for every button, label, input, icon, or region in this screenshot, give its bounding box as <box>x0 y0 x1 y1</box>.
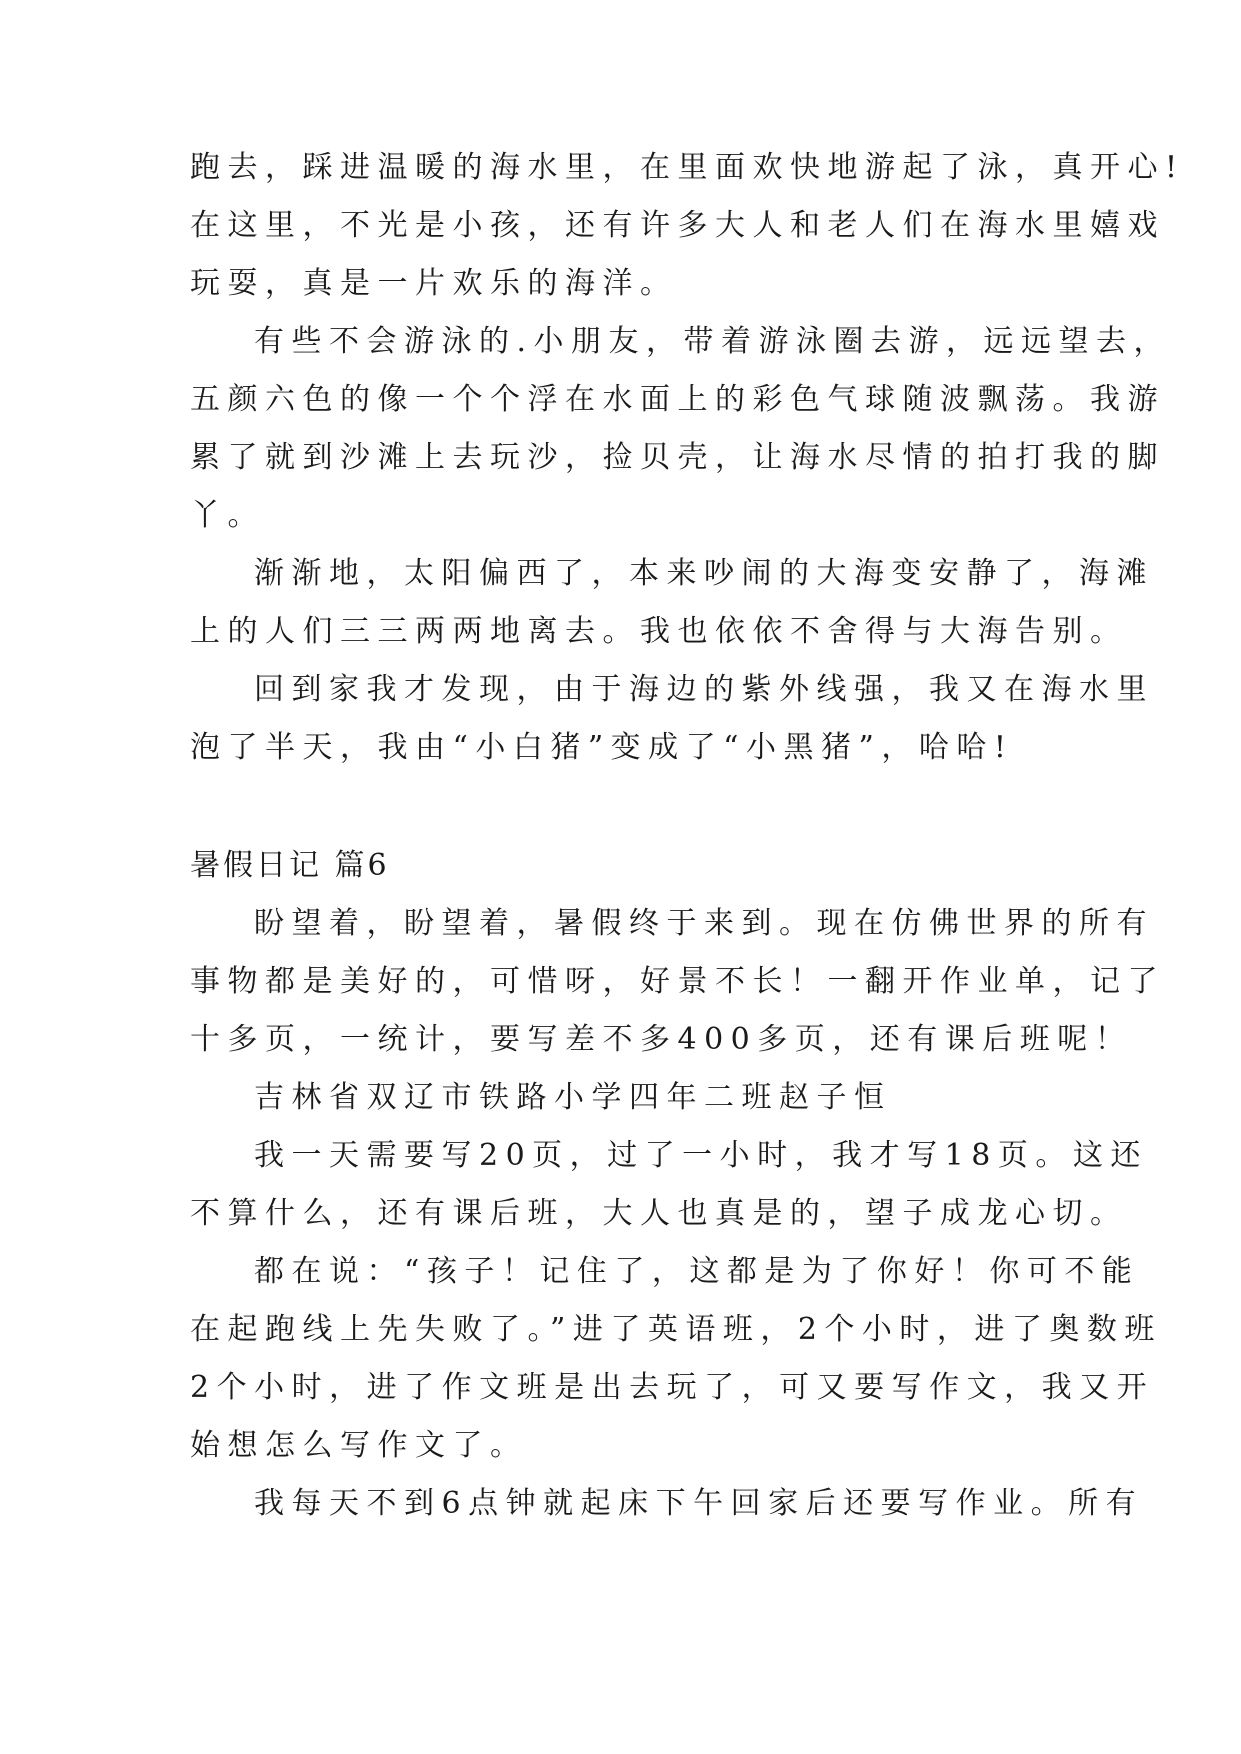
text-line: 上的人们三三两两地离去。我也依依不舍得与大海告别。 <box>190 614 1128 649</box>
text-line: 渐渐地，太阳偏西了，本来吵闹的大海变安静了，海滩 <box>254 556 1154 591</box>
text-line: 都在说：“孩子！记住了，这都是为了你好！你可不能 <box>254 1254 1140 1289</box>
text-line: 五颜六色的像一个个浮在水面上的彩色气球随波飘荡。我游 <box>190 382 1165 417</box>
text-line: 累了就到沙滩上去玩沙，捡贝壳，让海水尽情的拍打我的脚 <box>190 440 1165 475</box>
text-line: 泡了半天，我由“小白猪”变成了“小黑猪”，哈哈! <box>190 730 1014 765</box>
section-title: 暑假日记 篇6 <box>190 848 390 883</box>
text-line: 我一天需要写20页，过了一小时，我才写18页。这还 <box>254 1138 1148 1173</box>
text-line: 十多页，一统计，要写差不多400多页，还有课后班呢！ <box>190 1022 1133 1057</box>
text-line: 2个小时，进了作文班是出去玩了，可又要写作文，我又开 <box>190 1370 1155 1405</box>
text-line: 不算什么，还有课后班，大人也真是的，望子成龙心切。 <box>190 1196 1128 1231</box>
author-line: 吉林省双辽市铁路小学四年二班赵子恒 <box>254 1080 892 1115</box>
text-line: 有些不会游泳的.小朋友，带着游泳圈去游，远远望去， <box>254 324 1172 359</box>
text-line: 盼望着，盼望着，暑假终于来到。现在仿佛世界的所有 <box>254 906 1154 941</box>
text-line: 在起跑线上先失败了。”进了英语班，2个小时，进了奥数班 <box>190 1312 1162 1347</box>
text-line: 跑去，踩进温暖的海水里，在里面欢快地游起了泳，真开心! <box>190 150 1185 185</box>
text-line: 回到家我才发现，由于海边的紫外线强，我又在海水里 <box>254 672 1154 707</box>
text-line: 在这里，不光是小孩，还有许多大人和老人们在海水里嬉戏 <box>190 208 1165 243</box>
text-line: 我每天不到6点钟就起床下午回家后还要写作业。所有 <box>254 1486 1144 1521</box>
text-line: 始想怎么写作文了。 <box>190 1428 528 1463</box>
text-line: 事物都是美好的，可惜呀，好景不长！一翻开作业单，记了 <box>190 964 1165 999</box>
text-line: 丫。 <box>190 498 265 533</box>
text-line: 玩耍，真是一片欢乐的海洋。 <box>190 266 678 301</box>
